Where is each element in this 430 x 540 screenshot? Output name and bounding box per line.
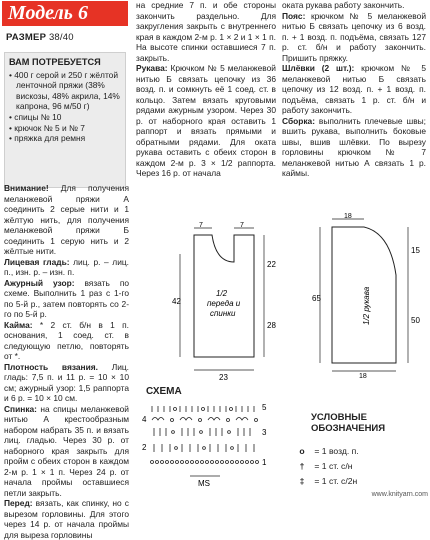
belt-paragraph: Пояс: крючком № 5 меланжевой нитью Б связать цепочку из 6 возд. п. + 1 возд. п. подъёма, связать 127 р. ст. б/н и работу закончить. Пришить пряжку. [282,10,426,63]
sleeve-pattern-diagram [312,213,428,378]
assembly-paragraph: Сборка: выполнить плечевые швы; вшить рукава, выполнить боковые швы, вшив шлёвки. По вырезу горловины крючком № 7 меланжевой нитью А связать 1 р. каймы. [282,115,426,178]
dim-body: 28 [267,321,276,330]
schema-row-label-1: 1 [262,458,267,467]
schema-row-label-3: 3 [262,428,267,437]
materials-heading: ВАМ ПОТРЕБУЕТСЯ [9,57,101,67]
material-item: • спицы № 10 [9,111,62,122]
dim-sleeve-bottom: 18 [359,373,367,378]
legend-chain: o = 1 возд. п. [292,446,359,456]
body-label-line1: 1/2 [216,289,228,298]
dim-sleeve-length: 65 [312,294,321,303]
legend-dc: † = 1 ст. с/н [292,461,352,471]
size-value: 38/40 [48,32,74,43]
instructions-column-2 [136,0,276,179]
treble-crochet-icon: ‡ [299,476,305,486]
sleeve-label: 1/2 рукава [362,286,371,325]
dim-bottom-width: 23 [219,373,228,382]
schema-row-label-2: 2 [142,443,147,452]
body-label-line2: переда и [207,299,241,308]
size-line [6,32,74,43]
schema-title: СХЕМА [146,386,182,397]
schema-row-label-5: 5 [262,403,267,412]
legend-tc: ‡ = 1 ст. с/2н [292,476,357,486]
schema-row-1 [151,461,259,464]
chain-icon: o [299,446,305,456]
dim-sleeve-body: 50 [411,316,420,325]
dim-sleeve-top: 18 [344,213,352,220]
front-continued-paragraph: на средние 7 п. и обе стороны закончить раздельно. Для закругления закрыть с внутреннего края в каждом 2-м р. 1 × 2 и 1 × 1 п. На высоте спинки оставшиеся 7 п. закрыть. [136,0,276,63]
watermark: www.knityarn.com [371,491,428,498]
edge-paragraph: Кайма: * 2 ст. б/н в 1 п. основания, 1 соед. ст. в следующую петлю, повторять от *. [4,319,129,361]
schema-ms-label: MS [198,479,210,488]
schema-row-2 [154,444,254,452]
material-item: • пряжка для ремня [9,133,86,144]
dim-sleeve-cap: 15 [411,246,420,255]
ties-paragraph: Шлёвки (2 шт.): крючком № 5 меланжевой нитью Б связать цепочку из 12 возд. п. + 1 возд. п. подъёма, связать 1 р. ст. б/н и работу закончить. [282,63,426,115]
sleeves-paragraph: Рукава: Крючком № 5 меланжевой нитью Б связать цепочку из 36 возд. п. и сомкнуть её 1 соед. ст. в кольцо. Затем вязать круговыми рядами ажурным узором. Через 30 р. от наборного края оставить 1 раппорт и вязать прямыми и обратными рядами. Для оката рукава оставить с обеих сторон в каждом 2-м р. 3 × 1/2 раппорта. Через 16 р. от начала [136,63,276,178]
sleeve-continued-paragraph: оката рукава работу закончить. [282,0,405,10]
instructions-column-1 [4,183,129,540]
openwork-paragraph: Ажурный узор: вязать по схеме. Выполнить 1 раз с 1-го по 5-й р., затем повторять со 2-го по 5-й р. [4,277,130,319]
material-item: • крючок № 5 и № 7 [9,122,85,133]
legend-title: УСЛОВНЫЕ ОБОЗНАЧЕНИЯ [311,412,386,434]
density-paragraph: Плотность вязания. Лиц. гладь: 7,5 п. и 11 р. = 10 × 10 см; ажурный узор: 1,5 раппорта и 6 р. = 10 × 10 см. [4,361,129,403]
schema-row-label-4: 4 [142,415,147,424]
dim-shoulder-left: 7 [199,222,203,229]
instructions-column-3 [282,0,426,179]
dim-shoulder-right: 7 [240,222,244,229]
materials-box [4,52,126,188]
model-title: Модель 6 [2,1,128,26]
schema-row-5 [152,406,254,412]
size-label: РАЗМЕР [6,32,47,43]
material-item: • 400 г серой и 250 г жёлтой ленточной пряжи (38% вискозы, 48% акрила, 14% капрона, 96 м/50 г) [9,69,120,112]
attention-paragraph: Внимание! Для получения меланжевой пряжи А соединить 2 серые нити и 1 жёлтую нить, для получения меланжевой пряжи Б соединить 1 серую нить и 2 жёлтые нити. [4,183,129,256]
crochet-schema [140,398,290,498]
body-pattern-diagram [172,222,282,382]
face-stitch-paragraph: Лицевая гладь: лиц. р. – лиц. п., изн. р. – изн. п. [4,256,129,277]
double-crochet-icon: † [299,461,305,471]
dim-armhole: 22 [267,260,276,269]
dim-side-height: 42 [172,297,181,306]
body-label-line3: спинки [210,309,236,318]
back-paragraph: Спинка: на спицы меланжевой нитью А крестообразным набором набрать 35 п. и вязать лиц. гладью. Через 30 р. от наборного края закрыть для пройм с обеих сторон в каждом 2-м р. 1 × 1 п. Через 24 р. от начала проймы оставшиеся петли закрыть. [4,403,129,498]
front-paragraph: Перед: вязать, как спинку, но с вырезом горловины. Для этого через 14 р. от начала проймы для выреза горловины [4,498,129,540]
